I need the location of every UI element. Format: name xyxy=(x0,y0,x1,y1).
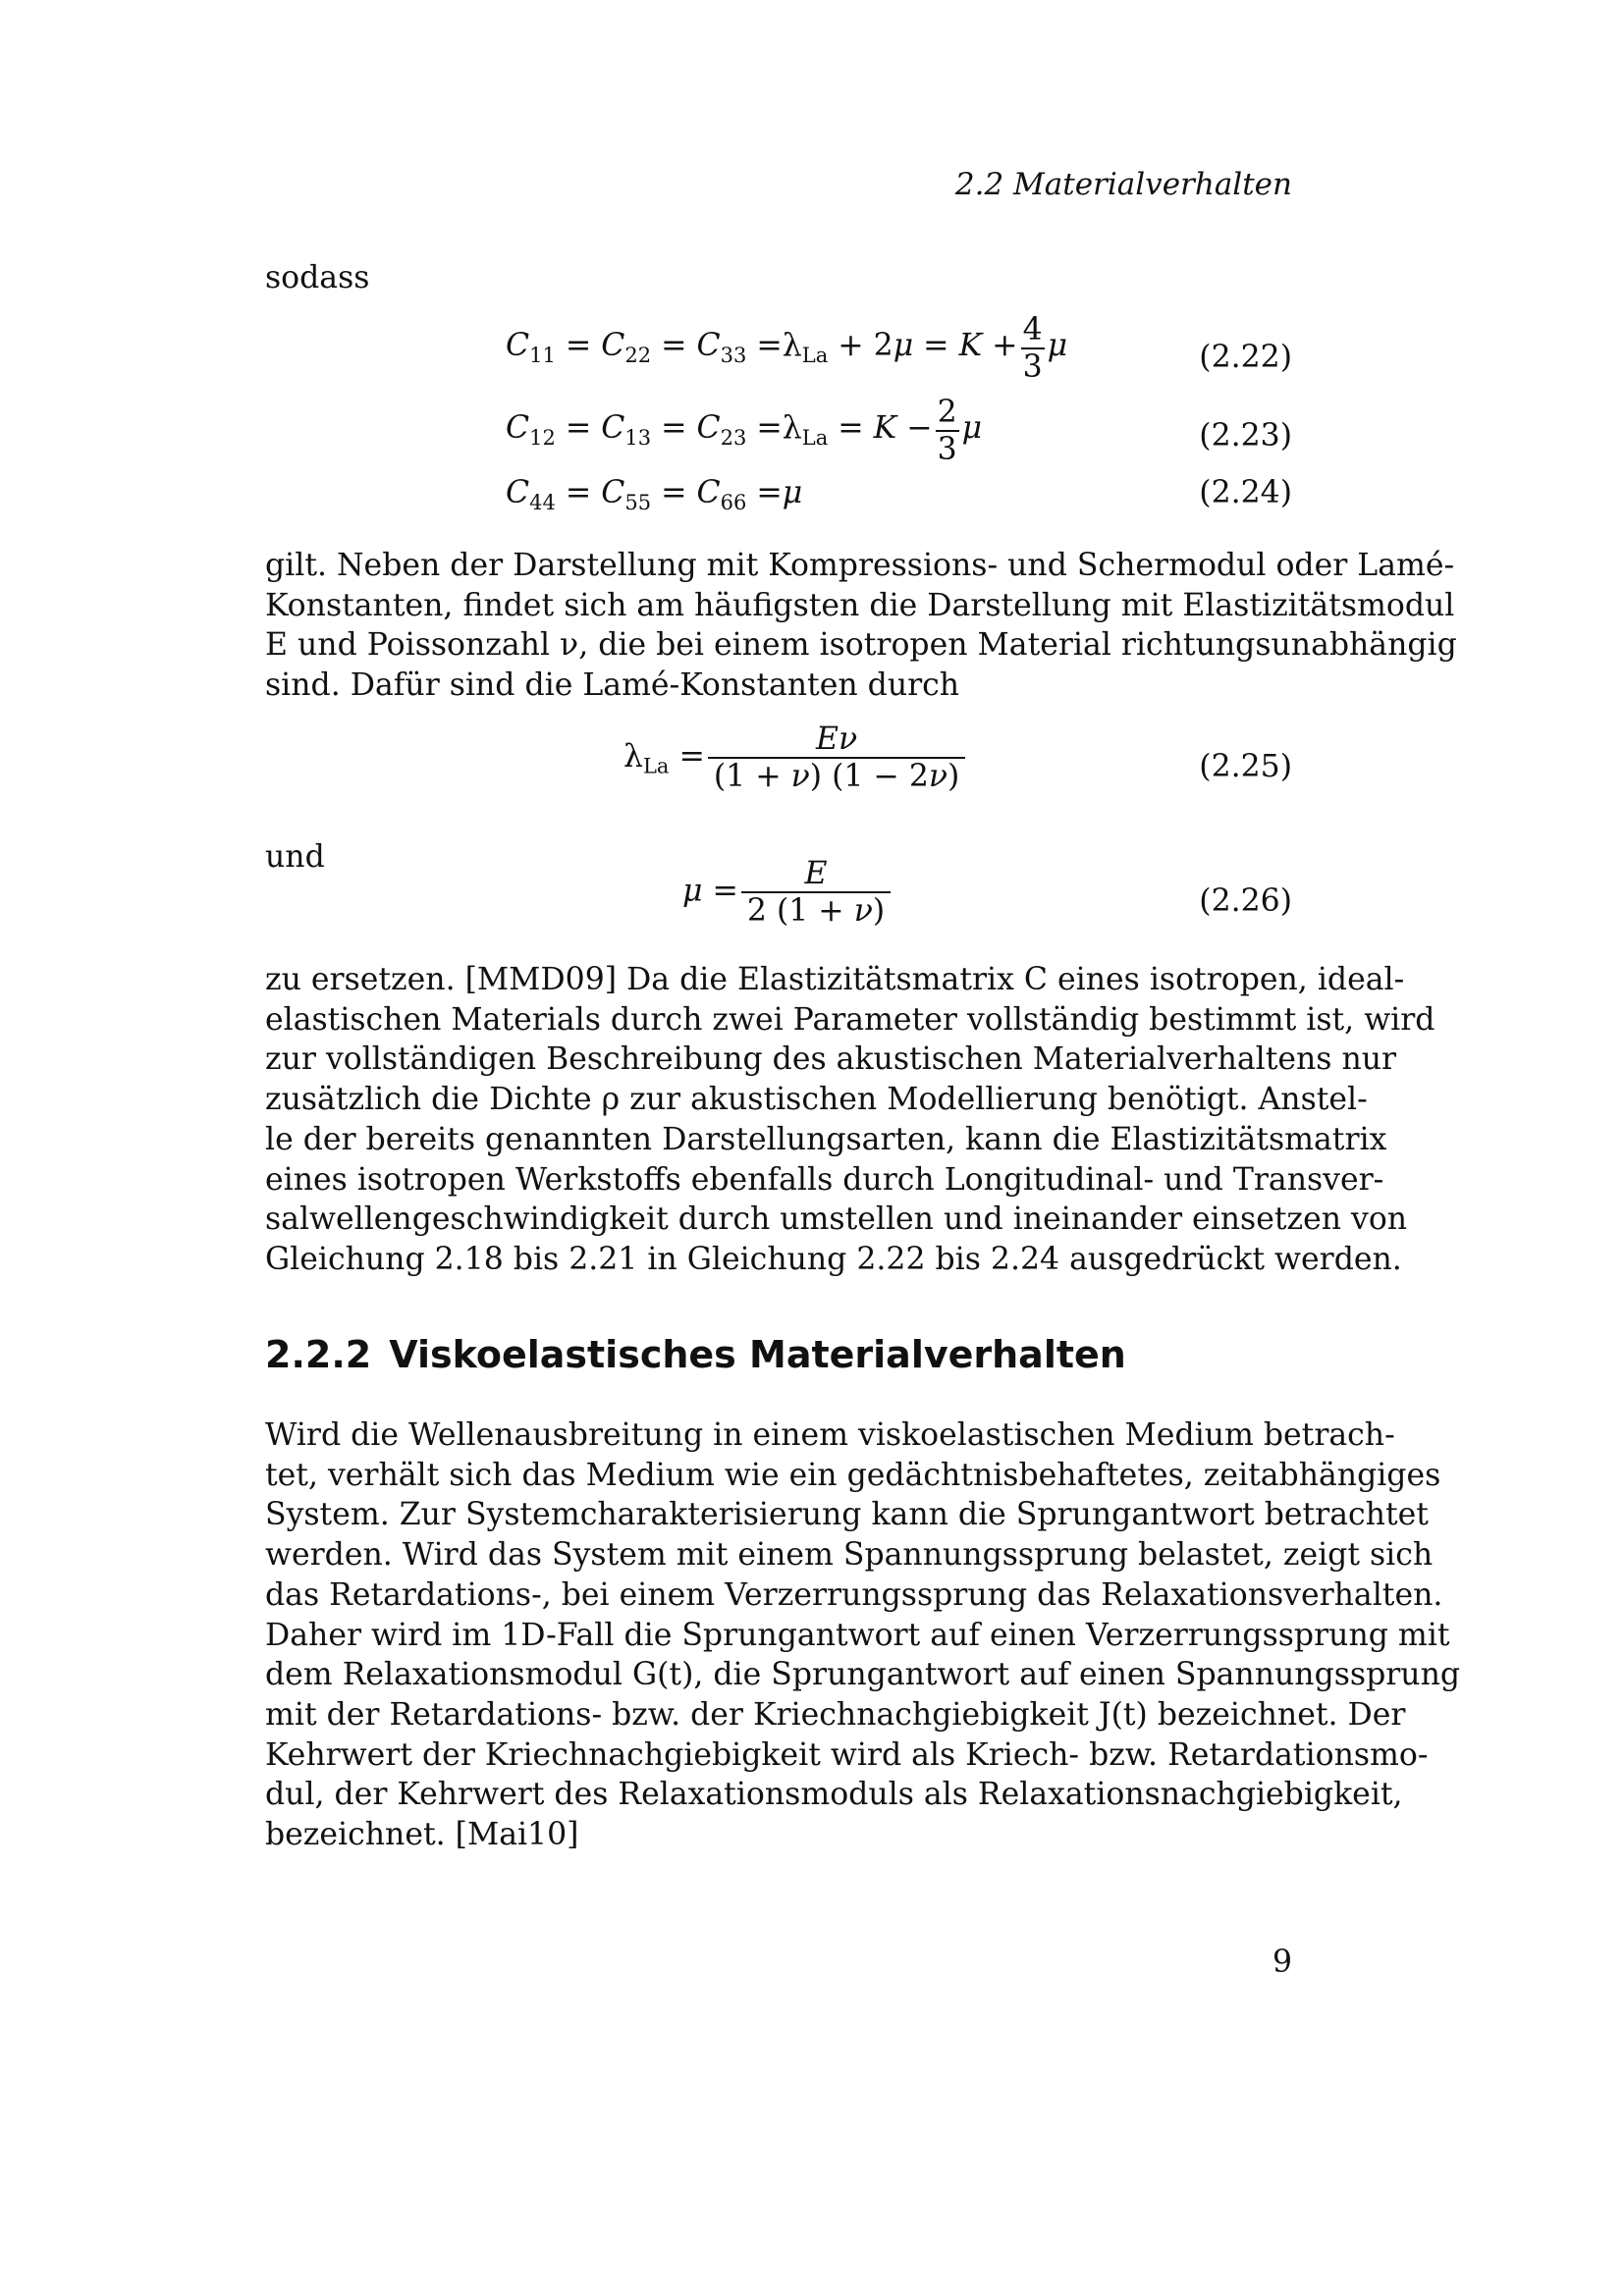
paragraph-2-line: elastischen Materials durch zwei Parameter vollständig bestimmt ist, wird xyxy=(265,1001,1435,1038)
section-heading xyxy=(265,1333,1126,1376)
paragraph-1-line: E und Poissonzahl ν, die bei einem isotropen Material richtungsunabhängig xyxy=(265,627,1457,664)
paragraph-2-line: le der bereits genannten Darstellungsarten, kann die Elastizitätsmatrix xyxy=(265,1121,1387,1157)
paragraph-2-line: eines isotropen Werkstoffs ebenfalls durch Longitudinal- und Transver- xyxy=(265,1161,1384,1198)
paragraph-3-line: mit der Retardations- bzw. der Kriechnachgiebigkeit J(t) bezeichnet. Der xyxy=(265,1696,1406,1733)
paragraph-3-line: das Retardations-, bei einem Verzerrungssprung das Relaxationsverhalten. xyxy=(265,1576,1443,1613)
equation-label-2-26: (2.26) xyxy=(1199,883,1292,919)
paragraph-1 xyxy=(265,546,1457,706)
running-head: 2.2 Materialverhalten xyxy=(954,167,1292,202)
paragraph-2-line: Gleichung 2.18 bis 2.21 in Gleichung 2.22 bis 2.24 ausgedrückt werden. xyxy=(265,1241,1402,1277)
equation-2-23-body: $C_{12} = C_{13} = C_{23} =\lambda_{La} = K$ − $\frac{2}{3}$ μ xyxy=(506,395,983,467)
paragraph-2-line: zu ersetzen. [MMD09] Da die Elastizitätsmatrix C eines isotropen, ideal- xyxy=(265,962,1405,997)
paragraph-3-line: dem Relaxationsmodul G(t), die Sprungantwort auf einen Spannungssprung xyxy=(265,1657,1461,1693)
equation-label-2-23: (2.23) xyxy=(1199,418,1292,454)
section-number: 2.2.2 xyxy=(265,1333,372,1376)
equation-2-25 xyxy=(265,721,1292,810)
text-sodass: sodass xyxy=(265,260,370,295)
paragraph-3-line: Wird die Wellenausbreitung in einem viskoelastischen Medium betrach- xyxy=(265,1417,1395,1453)
paragraph-2-line: salwellengeschwindigkeit durch umstellen und ineinander einsetzen von xyxy=(265,1201,1408,1238)
paragraph-3-line: werden. Wird das System mit einem Spannungssprung belastet, zeigt sich xyxy=(265,1537,1434,1574)
paragraph-3 xyxy=(265,1415,1461,1855)
paragraph-1-line: Konstanten, findet sich am häufigsten die Darstellung mit Elastizitätsmodul xyxy=(265,587,1455,623)
equation-label-2-22: (2.22) xyxy=(1199,340,1292,375)
paragraph-2 xyxy=(265,960,1435,1280)
equation-label-2-25: (2.25) xyxy=(1199,749,1292,784)
page-number: 9 xyxy=(1272,1945,1292,1980)
paragraph-3-line: dul, der Kehrwert des Relaxationsmoduls als Relaxationsnachgiebigkeit, xyxy=(265,1777,1403,1813)
paragraph-2-line: zur vollständigen Beschreibung des akustischen Materialverhaltens nur xyxy=(265,1041,1397,1078)
paragraph-3-line: Daher wird im 1D-Fall die Sprungantwort auf einen Verzerrungssprung mit xyxy=(265,1617,1450,1653)
equation-2-26 xyxy=(265,856,1292,944)
paragraph-1-line: sind. Dafür sind die Lamé-Konstanten durch xyxy=(265,667,960,704)
section-title: Viskoelastisches Materialverhalten xyxy=(389,1333,1126,1376)
paragraph-3-line: System. Zur Systemcharakterisierung kann die Sprungantwort betrachtet xyxy=(265,1497,1429,1533)
paragraph-1-line: gilt. Neben der Darstellung mit Kompressions- und Schermodul oder Lamé- xyxy=(265,548,1455,583)
equation-2-22-body: $C_{11} = C_{22} = C_{33} =\lambda_{La} + 2\mu = K$ + $\frac{4}{3}$ μ xyxy=(506,312,1068,385)
equation-label-2-24: (2.24) xyxy=(1199,475,1292,510)
text-und: und xyxy=(265,839,325,875)
equation-2-24 xyxy=(265,475,1292,534)
equation-2-23 xyxy=(265,395,1292,467)
equation-2-25-body: $\lambda_{La}$ = $\frac{E\nu}{(1 + \nu) (1 - 2\nu)}$ xyxy=(623,721,968,794)
paragraph-3-line: bezeichnet. [Mai10] xyxy=(265,1817,579,1853)
equation-2-22 xyxy=(265,312,1292,385)
equation-2-26-body: μ = $\frac{E}{2 (1 + \nu)}$ xyxy=(682,856,893,929)
equation-2-24-body: $C_{44} = C_{55} = C_{66} =\mu$ xyxy=(506,475,803,514)
paragraph-3-line: tet, verhält sich das Medium wie ein gedächtnisbehaftetes, zeitabhängiges xyxy=(265,1457,1441,1493)
paragraph-3-line: Kehrwert der Kriechnachgiebigkeit wird als Kriech- bzw. Retardationsmo- xyxy=(265,1736,1429,1773)
paragraph-2-line: zusätzlich die Dichte ρ zur akustischen Modellierung benötigt. Anstel- xyxy=(265,1082,1368,1118)
